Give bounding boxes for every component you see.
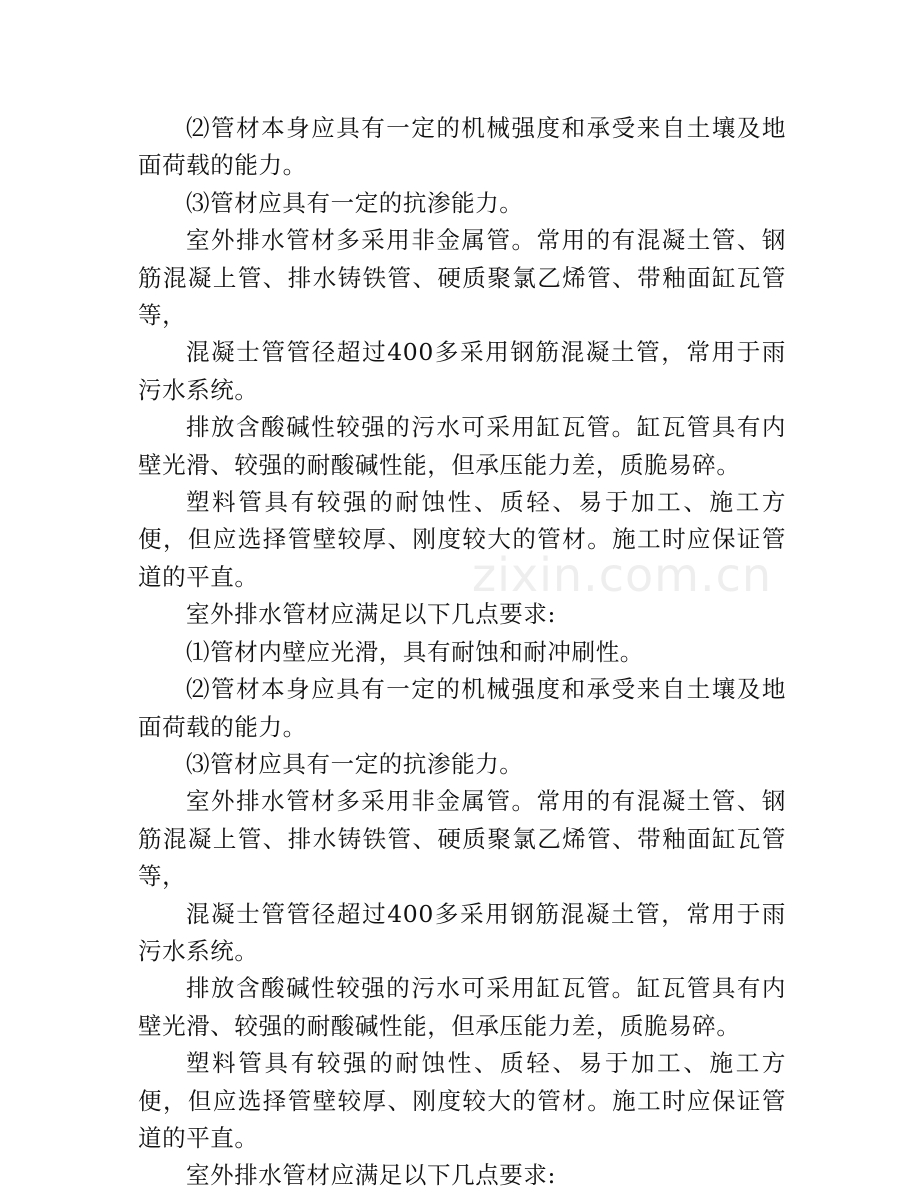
paragraph: 室外排水管材应满足以下几点要求: bbox=[186, 1161, 557, 1190]
watermark: zixin.com.cn bbox=[472, 548, 773, 602]
paragraph: ⑵管材本身应具有一定的机械强度和承受来自土壤及地面荷载的能力。 bbox=[138, 114, 786, 180]
paragraph: 塑料管具有较强的耐蚀性、质轻、易于加工、施工方便，但应选择管壁较厚、刚度较大的管材。施工时应保证管道的平直。 bbox=[138, 1049, 786, 1152]
paragraph: 室外排水管材应满足以下几点要求: bbox=[186, 600, 557, 629]
paragraph: 混凝士管管径超过400多采用钢筋混凝土管，常用于雨污水系统。 bbox=[138, 899, 786, 965]
paragraph: 室外排水管材多采用非金属管。常用的有混凝土管、钢筋混凝上管、排水铸铁管、硬质聚氯乙烯管、带釉面缸瓦管等， bbox=[138, 787, 786, 891]
paragraph: 排放含酸碱性较强的污水可采用缸瓦管。缸瓦管具有内壁光滑、较强的耐酸碱性能，但承压能力差，质脆易碎。 bbox=[138, 974, 786, 1040]
paragraph: 塑料管具有较强的耐蚀性、质轻、易于加工、施工方便，但应选择管壁较厚、刚度较大的管材。施工时应保证管道的平直。 bbox=[138, 488, 786, 591]
paragraph: ⑶管材应具有一定的抗渗能力。 bbox=[186, 749, 524, 778]
paragraph: ⑴管材内壁应光滑，具有耐蚀和耐冲刷性。 bbox=[186, 637, 644, 666]
paragraph: ⑶管材应具有一定的抗渗能力。 bbox=[186, 188, 524, 217]
paragraph: ⑵管材本身应具有一定的机械强度和承受来自土壤及地面荷载的能力。 bbox=[138, 675, 786, 741]
document-body bbox=[138, 110, 786, 1195]
paragraph: 室外排水管材多采用非金属管。常用的有混凝土管、钢筋混凝上管、排水铸铁管、硬质聚氯乙烯管、带釉面缸瓦管等， bbox=[138, 226, 786, 330]
paragraph: 排放含酸碱性较强的污水可采用缸瓦管。缸瓦管具有内壁光滑、较强的耐酸碱性能，但承压能力差，质脆易碎。 bbox=[138, 413, 786, 479]
paragraph: 混凝士管管径超过400多采用钢筋混凝土管，常用于雨污水系统。 bbox=[138, 338, 786, 404]
